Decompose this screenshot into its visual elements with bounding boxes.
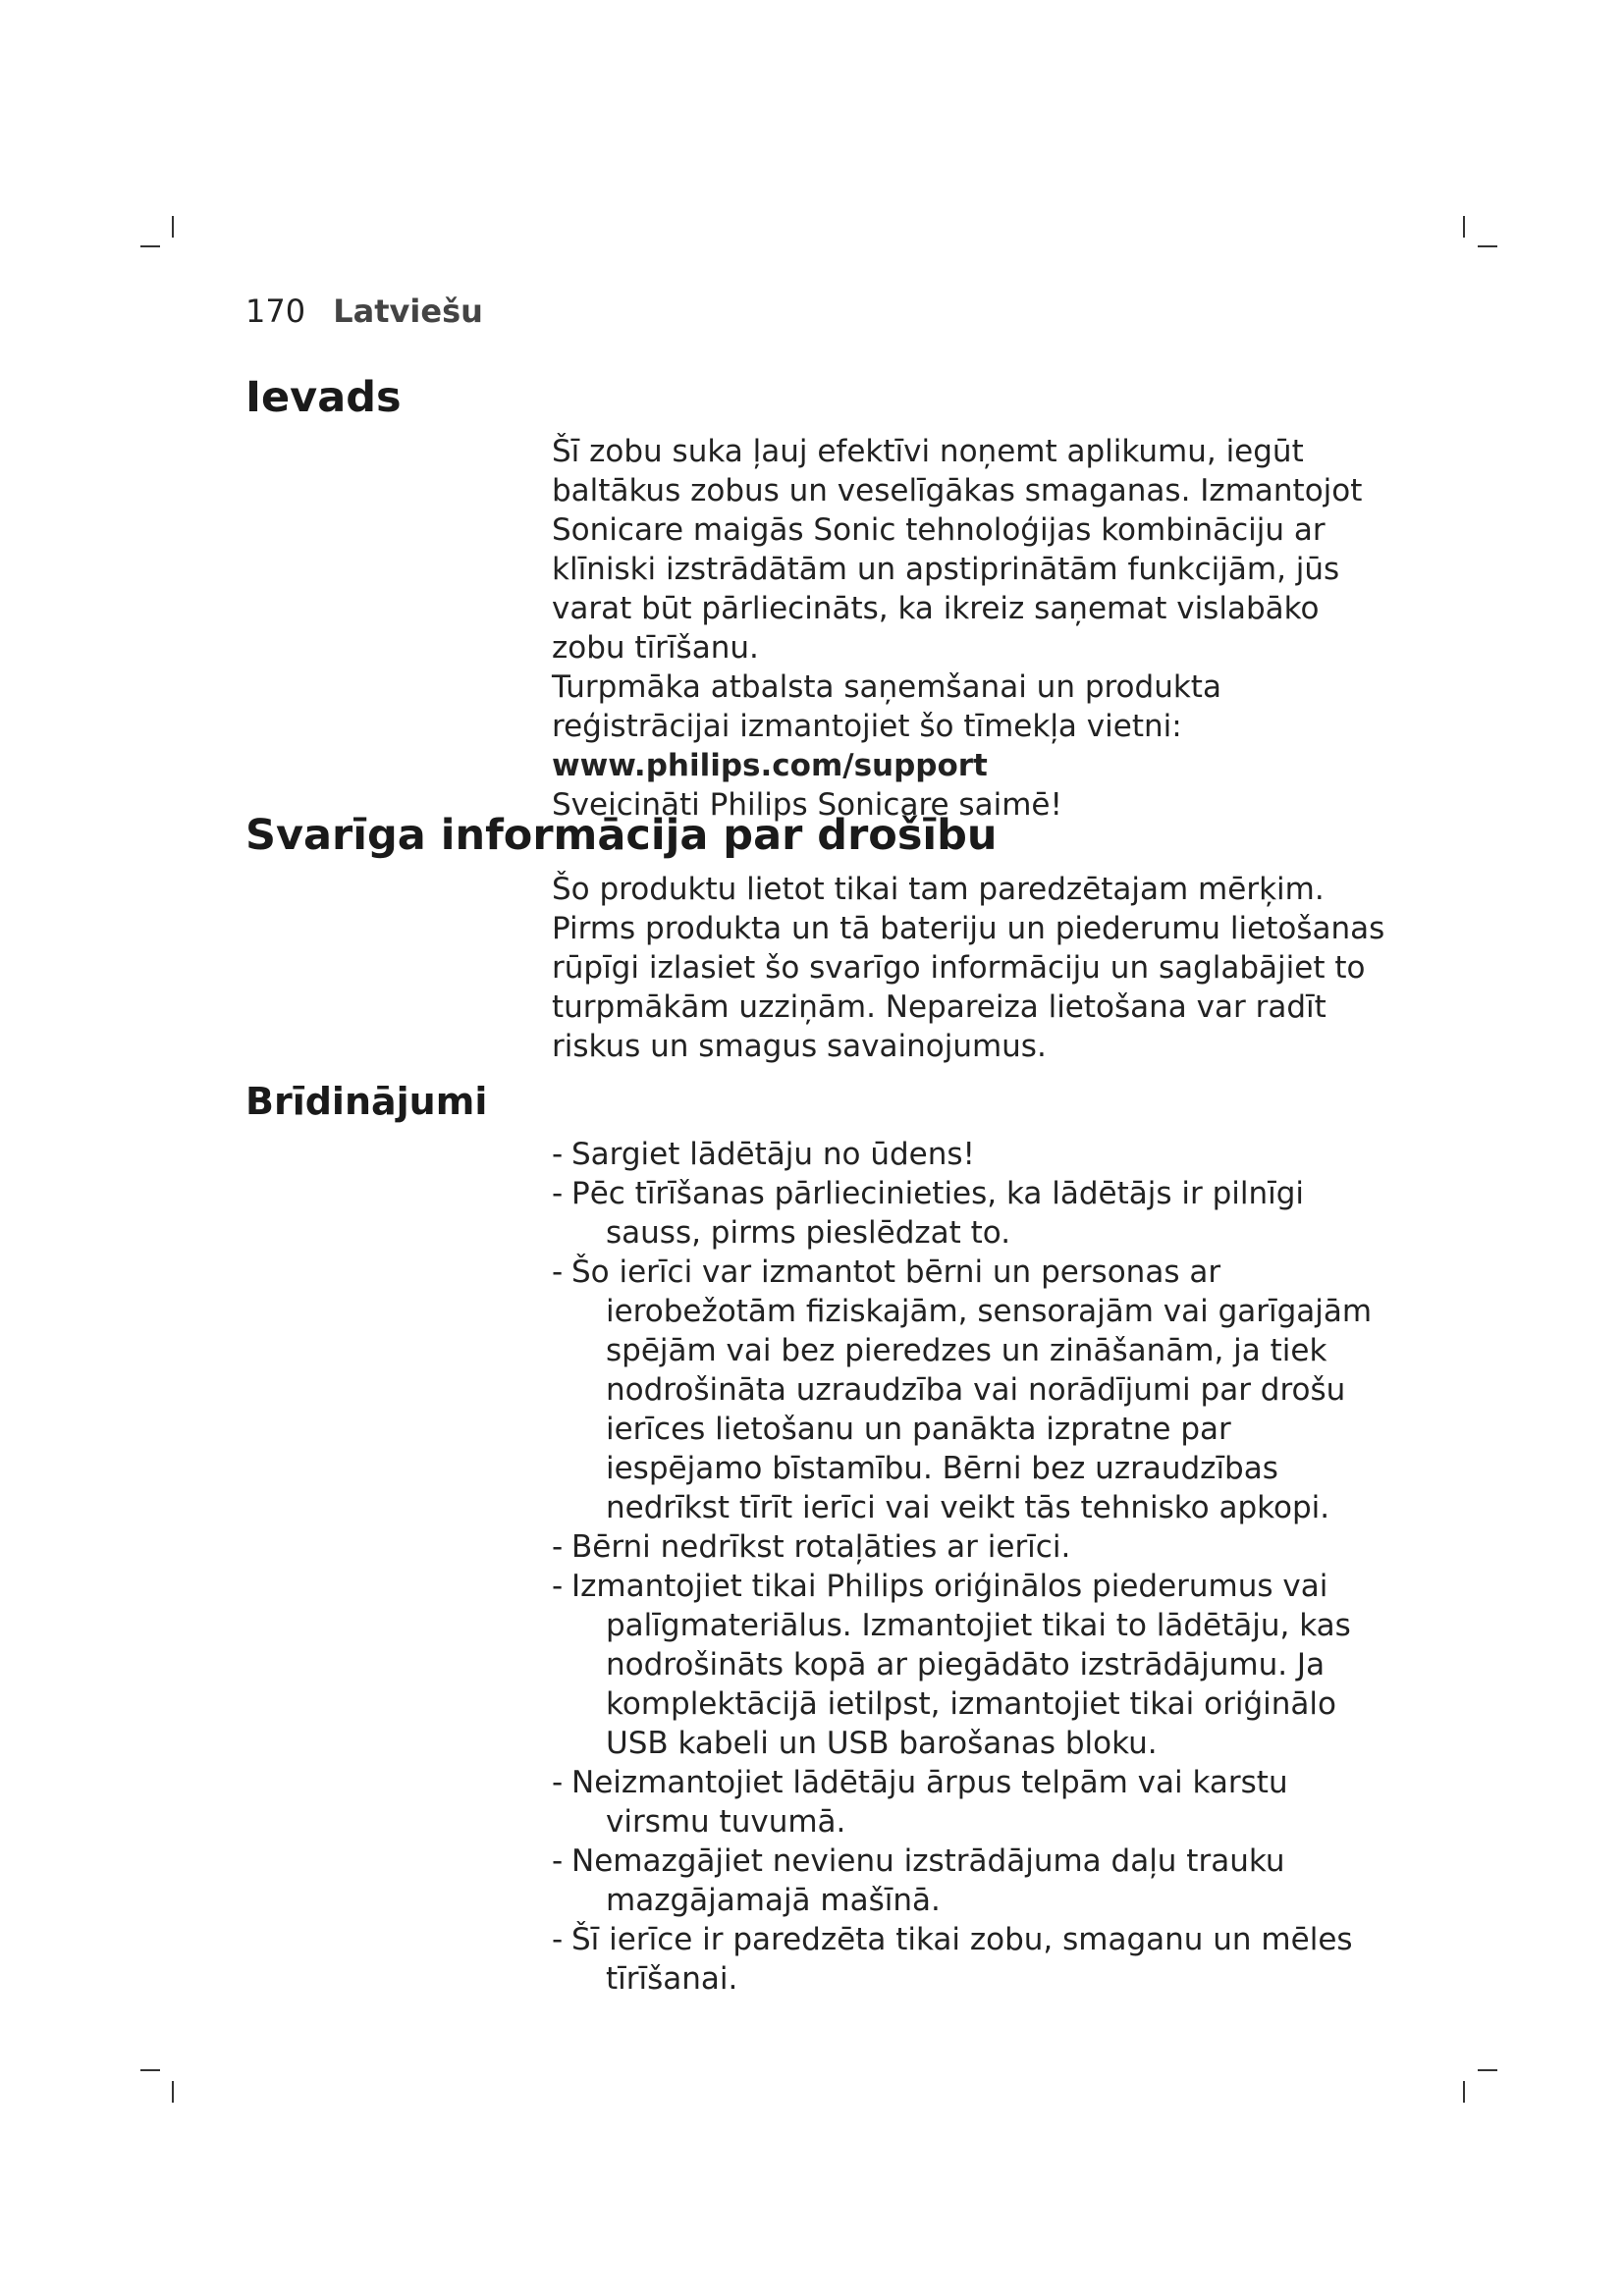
warning-item-text: Šo ierīci var izmantot bērni un personas ar ierobežotām fiziskajām, sensorajām vai garīgajām spējām vai bez pieredzes un zināšanām, ja tiek nodrošināta uzraudzība vai norādījumi par drošu ierīces lietošanu un panākta izpratne par iespējamo bīstamību. Bērni bez uzraudzības nedrīkst tīrīt ierīci vai veikt tās tehnisko apkopi.: [571, 1255, 1373, 1525]
crop-mark-bottom-left-v: [172, 2081, 174, 2103]
bullet-dash: -: [552, 1529, 564, 1565]
bullet-dash: -: [552, 1569, 564, 1604]
bullet-dash: -: [552, 1137, 564, 1172]
intro-paragraph-2: [552, 667, 1396, 785]
warning-item-text: Šī ierīce ir paredzēta tikai zobu, smaganu un mēles tīrīšanai.: [571, 1922, 1353, 1997]
warning-item: [552, 1763, 1396, 1842]
warning-item-text: Neizmantojiet lādētāju ārpus telpām vai karstu virsmu tuvumā.: [571, 1765, 1288, 1840]
warning-item-text: Pēc tīrīšanas pārliecinieties, ka lādētājs ir pilnīgi sauss, pirms pieslēdzat to.: [571, 1176, 1305, 1251]
crop-mark-bottom-left-h: [140, 2069, 160, 2071]
intro-body: [552, 432, 1396, 825]
warning-item: [552, 1842, 1396, 1920]
warning-item-text: Nemazgājiet nevienu izstrādājuma daļu trauku mazgājamajā mašīnā.: [571, 1843, 1285, 1918]
warning-item-text: Izmantojiet tikai Philips oriģinālos piederumus vai palīgmateriālus. Izmantojiet tikai to lādētāju, kas nodrošināts kopā ar piegādāto izstrādājumu. Ja komplektācijā ietilpst, izmantojiet tikai oriģinālo USB kabeli un USB barošanas bloku.: [571, 1569, 1351, 1761]
bullet-dash: -: [552, 1765, 564, 1800]
intro-paragraph-1: Šī zobu suka ļauj efektīvi noņemt aplikumu, iegūt baltākus zobus un veselīgākas smaganas. Izmantojot Sonicare maigās Sonic tehnoloģijas kombināciju ar klīniski izstrādātām un apstiprinātām funkcijām, jūs varat būt pārliecināts, ka ikreiz saņemat vislabāko zobu tīrīšanu.: [552, 434, 1363, 666]
warning-item-text: Bērni nedrīkst rotaļāties ar ierīci.: [571, 1529, 1071, 1565]
warning-item: [552, 1920, 1396, 1999]
safety-body: [552, 870, 1396, 1066]
warning-item-text: Sargiet lādētāju no ūdens!: [571, 1137, 975, 1172]
intro-paragraph-3: Sveicināti Philips Sonicare saimē!: [552, 787, 1062, 823]
intro-heading: Ievads: [245, 373, 402, 422]
crop-mark-bottom-right-h: [1478, 2069, 1497, 2071]
safety-heading: Svarīga informācija par drošību: [245, 811, 998, 860]
bullet-dash: -: [552, 1255, 564, 1290]
bullet-dash: -: [552, 1843, 564, 1879]
bullet-dash: -: [552, 1922, 564, 1957]
crop-mark-bottom-right-v: [1463, 2081, 1465, 2103]
support-url: www.philips.com/support: [552, 748, 988, 783]
running-header: [245, 293, 483, 330]
crop-mark-top-right-v: [1463, 216, 1465, 238]
crop-mark-top-left-h: [140, 245, 160, 247]
warning-item: [552, 1135, 1396, 1174]
intro-paragraph-2-text: Turpmāka atbalsta saņemšanai un produkta reģistrācijai izmantojiet šo tīmekļa vietni:: [552, 669, 1221, 744]
warning-item: [552, 1174, 1396, 1253]
warning-item: [552, 1567, 1396, 1763]
warning-item: [552, 1527, 1396, 1567]
warnings-list: [552, 1135, 1396, 1999]
crop-mark-top-left-v: [172, 216, 174, 238]
safety-paragraph: Šo produktu lietot tikai tam paredzētajam mērķim. Pirms produkta un tā bateriju un piederumu lietošanas rūpīgi izlasiet šo svarīgo informāciju un saglabājiet to turpmākām uzziņām. Nepareiza lietošana var radīt riskus un smagus savainojumus.: [552, 872, 1385, 1064]
warnings-heading: Brīdinājumi: [245, 1080, 488, 1123]
header-language: Latviešu: [333, 293, 483, 330]
bullet-dash: -: [552, 1176, 564, 1211]
crop-mark-top-right-h: [1478, 245, 1497, 247]
page-number: 170: [245, 293, 306, 330]
warning-item: [552, 1253, 1396, 1527]
